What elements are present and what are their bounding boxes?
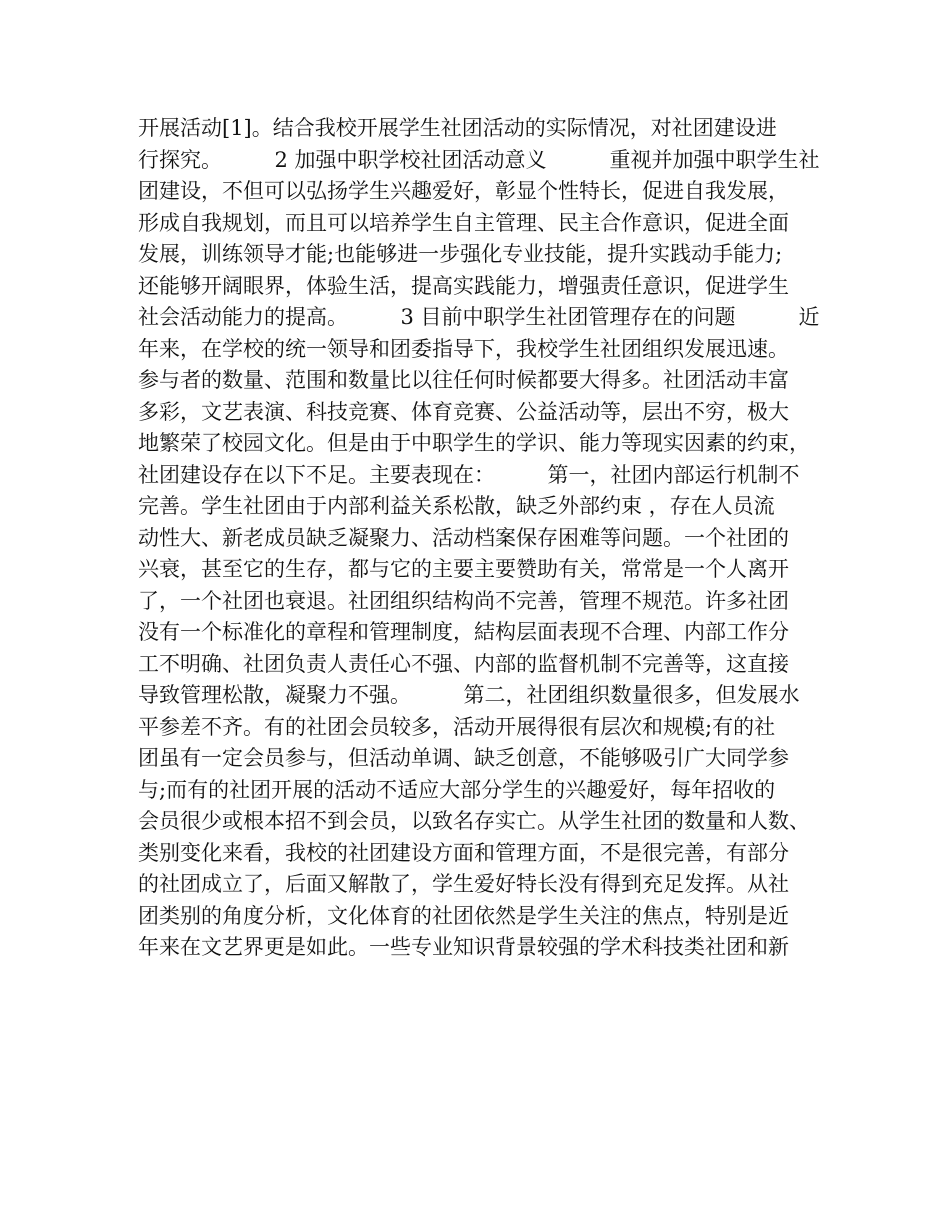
text-line: 地繁荣了校园文化。但是由于中职学生的学识、能力等现实因素的约束， [138,431,810,455]
text-line: 社团建设存在以下不足。主要表现在： 第一，社团内部运行机制不 [138,462,800,487]
text-line: 团建设，不但可以弘扬学生兴趣爱好，彰显个性特长，促进自我发展， [138,179,789,203]
body-text [138,113,828,964]
text-line: 形成自我规划，而且可以培养学生自主管理、民主合作意识，促进全面 [138,210,789,235]
text-line: 完善。学生社团由于内部利益关系松散，缺乏外部约束 ，存在人员流 [138,494,775,518]
text-line: 社会活动能力的提高。 3 目前中职学生社团管理存在的问题 近 [138,305,820,329]
text-line: 参与者的数量、范围和数量比以往任何时候都要大得多。社团活动丰富 [138,368,789,392]
text-line: 工不明确、社团负责人责任心不强、内部的监督机制不完善等，这直接 [138,651,789,676]
text-line: 年来，在学校的统一领导和团委指导下，我校学生社团组织发展迅速。 [138,336,789,361]
text-line: 年来在文艺界更是如此。一些专业知识背景较强的学术科技类社团和新 [138,935,789,959]
text-line: 多彩，文艺表演、科技竞赛、体育竞赛、公益活动等，层出不穷，极大 [138,399,789,424]
text-line: 兴衰，甚至它的生存，都与它的主要主要赞助有关，常常是一个人离开 [138,557,789,581]
text-line: 与;而有的社团开展的活动不适应大部分学生的兴趣爱好，每年招收的 [138,777,776,802]
text-line: 行探究。 2 加强中职学校社团活动意义 重视并加强中职学生社 [138,147,820,172]
text-line: 团类别的角度分析，文化体育的社团依然是学生关注的焦点，特别是近 [138,903,789,928]
text-line: 会员很少或根本招不到会员，以致名存实亡。从学生社团的数量和人数、 [138,809,810,833]
text-line: 导致管理松散，凝聚力不强。 第二，社团组织数量很多，但发展水 [138,683,800,707]
text-line: 类别变化来看，我校的社团建设方面和管理方面，不是很完善，有部分 [138,840,789,865]
text-line: 没有一个标准化的章程和管理制度，結构层面表现不合理、内部工作分 [138,620,789,644]
text-line: 开展活动[1]。结合我校开展学生社团活动的实际情况，对社团建设进 [138,116,777,140]
text-line: 的社团成立了，后面又解散了，学生爱好特长没有得到充足发挥。从社 [138,872,789,896]
text-line: 平参差不齐。有的社团会员较多，活动开展得很有层次和规模;有的社 [138,714,776,739]
text-line: 动性大、新老成员缺乏凝聚力、活动档案保存困难等问题。一个社团的 [138,525,789,550]
text-line: 发展，训练领导才能;也能够进一步强化专业技能，提升实践动手能力; [138,242,783,266]
text-line: 了，一个社团也衰退。社团组织结构尚不完善，管理不规范。许多社团 [138,588,789,613]
text-line: 团虽有一定会员参与，但活动单调、缺乏创意，不能够吸引广大同学参 [138,746,789,770]
text-line: 还能够开阔眼界，体验生活，提高实践能力，增强责任意识，促进学生 [138,273,789,298]
